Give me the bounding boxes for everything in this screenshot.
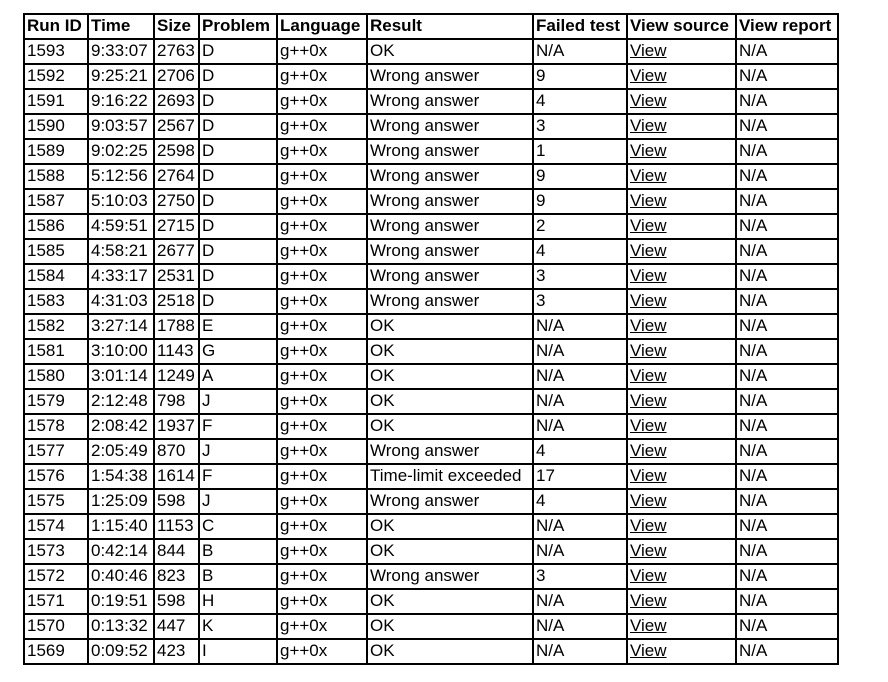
run-id-cell: 1588 (24, 164, 88, 189)
view-source-link[interactable]: View (630, 166, 667, 185)
view-source-cell (627, 364, 736, 389)
size-cell: 1937 (154, 414, 199, 439)
failed-test-cell: N/A (533, 414, 627, 439)
size-cell: 1143 (154, 339, 199, 364)
view-source-link[interactable]: View (630, 366, 667, 385)
result-cell: Wrong answer (367, 439, 533, 464)
size-cell: 1153 (154, 514, 199, 539)
run-id-cell: 1582 (24, 314, 88, 339)
time-cell: 3:01:14 (88, 364, 154, 389)
table-row (24, 389, 838, 414)
failed-test-cell: 9 (533, 64, 627, 89)
view-report-cell: N/A (736, 139, 838, 164)
size-cell: 844 (154, 539, 199, 564)
size-cell: 2567 (154, 114, 199, 139)
view-source-link[interactable]: View (630, 466, 667, 485)
table-row (24, 114, 838, 139)
run-id-cell: 1577 (24, 439, 88, 464)
failed-test-cell: 3 (533, 264, 627, 289)
view-source-cell (627, 514, 736, 539)
time-cell: 2:05:49 (88, 439, 154, 464)
header-failed-test: Failed test (533, 14, 627, 39)
problem-cell: D (199, 289, 277, 314)
result-cell: Wrong answer (367, 189, 533, 214)
size-cell: 2763 (154, 39, 199, 64)
problem-cell: B (199, 539, 277, 564)
view-source-link[interactable]: View (630, 616, 667, 635)
language-cell: g++0x (277, 39, 367, 64)
header-result: Result (367, 14, 533, 39)
view-report-cell: N/A (736, 464, 838, 489)
table-row (24, 189, 838, 214)
failed-test-cell: 17 (533, 464, 627, 489)
view-source-link[interactable]: View (630, 316, 667, 335)
size-cell: 598 (154, 489, 199, 514)
view-source-cell (627, 114, 736, 139)
language-cell: g++0x (277, 589, 367, 614)
size-cell: 2764 (154, 164, 199, 189)
view-source-cell (627, 289, 736, 314)
language-cell: g++0x (277, 89, 367, 114)
time-cell: 2:08:42 (88, 414, 154, 439)
run-id-cell: 1586 (24, 214, 88, 239)
problem-cell: A (199, 364, 277, 389)
result-cell: OK (367, 314, 533, 339)
failed-test-cell: N/A (533, 314, 627, 339)
problem-cell: I (199, 639, 277, 664)
language-cell: g++0x (277, 439, 367, 464)
result-cell: Time-limit exceeded (367, 464, 533, 489)
run-id-cell: 1583 (24, 289, 88, 314)
problem-cell: D (199, 189, 277, 214)
view-source-link[interactable]: View (630, 341, 667, 360)
language-cell: g++0x (277, 464, 367, 489)
table-row (24, 614, 838, 639)
view-source-cell (627, 64, 736, 89)
result-cell: Wrong answer (367, 64, 533, 89)
table-row (24, 289, 838, 314)
header-time: Time (88, 14, 154, 39)
table-row (24, 364, 838, 389)
view-source-cell (627, 189, 736, 214)
run-id-cell: 1578 (24, 414, 88, 439)
language-cell: g++0x (277, 414, 367, 439)
run-id-cell: 1570 (24, 614, 88, 639)
result-cell: Wrong answer (367, 139, 533, 164)
view-report-cell: N/A (736, 364, 838, 389)
view-source-link[interactable]: View (630, 416, 667, 435)
view-source-link[interactable]: View (630, 41, 667, 60)
view-source-cell (627, 89, 736, 114)
view-report-cell: N/A (736, 389, 838, 414)
size-cell: 447 (154, 614, 199, 639)
view-source-link[interactable]: View (630, 641, 667, 660)
time-cell: 0:42:14 (88, 539, 154, 564)
run-id-cell: 1571 (24, 589, 88, 614)
problem-cell: C (199, 514, 277, 539)
view-report-cell: N/A (736, 314, 838, 339)
language-cell: g++0x (277, 239, 367, 264)
language-cell: g++0x (277, 114, 367, 139)
table-row (24, 239, 838, 264)
size-cell: 870 (154, 439, 199, 464)
result-cell: OK (367, 589, 533, 614)
view-report-cell: N/A (736, 39, 838, 64)
language-cell: g++0x (277, 364, 367, 389)
result-cell: OK (367, 414, 533, 439)
failed-test-cell: 1 (533, 139, 627, 164)
language-cell: g++0x (277, 564, 367, 589)
problem-cell: D (199, 114, 277, 139)
language-cell: g++0x (277, 314, 367, 339)
failed-test-cell: N/A (533, 389, 627, 414)
header-size: Size (154, 14, 199, 39)
language-cell: g++0x (277, 139, 367, 164)
header-view-report: View report (736, 14, 838, 39)
view-source-cell (627, 164, 736, 189)
result-cell: OK (367, 389, 533, 414)
view-source-link[interactable]: View (630, 191, 667, 210)
view-source-link[interactable]: View (630, 266, 667, 285)
result-cell: Wrong answer (367, 239, 533, 264)
problem-cell: K (199, 614, 277, 639)
run-id-cell: 1593 (24, 39, 88, 64)
result-cell: Wrong answer (367, 164, 533, 189)
view-report-cell: N/A (736, 514, 838, 539)
view-source-cell (627, 614, 736, 639)
time-cell: 0:19:51 (88, 589, 154, 614)
size-cell: 1614 (154, 464, 199, 489)
view-report-cell: N/A (736, 539, 838, 564)
table-row (24, 639, 838, 664)
result-cell: OK (367, 364, 533, 389)
view-source-link[interactable]: View (630, 116, 667, 135)
size-cell: 2518 (154, 289, 199, 314)
table-row (24, 264, 838, 289)
problem-cell: H (199, 589, 277, 614)
view-source-link[interactable]: View (630, 541, 667, 560)
failed-test-cell: 9 (533, 189, 627, 214)
view-source-link[interactable]: View (630, 291, 667, 310)
result-cell: Wrong answer (367, 89, 533, 114)
view-report-cell: N/A (736, 589, 838, 614)
view-report-cell: N/A (736, 214, 838, 239)
result-cell: Wrong answer (367, 489, 533, 514)
table-row (24, 89, 838, 114)
table-row (24, 514, 838, 539)
table-row (24, 39, 838, 64)
size-cell: 798 (154, 389, 199, 414)
size-cell: 2598 (154, 139, 199, 164)
view-source-link[interactable]: View (630, 491, 667, 510)
failed-test-cell: 3 (533, 289, 627, 314)
run-id-cell: 1584 (24, 264, 88, 289)
table-row (24, 164, 838, 189)
time-cell: 2:12:48 (88, 389, 154, 414)
problem-cell: J (199, 489, 277, 514)
size-cell: 1788 (154, 314, 199, 339)
size-cell: 2715 (154, 214, 199, 239)
view-source-cell (627, 539, 736, 564)
failed-test-cell: 4 (533, 89, 627, 114)
language-cell: g++0x (277, 264, 367, 289)
problem-cell: D (199, 164, 277, 189)
header-problem: Problem (199, 14, 277, 39)
size-cell: 2693 (154, 89, 199, 114)
failed-test-cell: 3 (533, 114, 627, 139)
view-source-cell (627, 314, 736, 339)
table-row (24, 539, 838, 564)
view-source-cell (627, 564, 736, 589)
view-report-cell: N/A (736, 414, 838, 439)
table-row (24, 64, 838, 89)
time-cell: 9:16:22 (88, 89, 154, 114)
header-run-id: Run ID (24, 14, 88, 39)
result-cell: OK (367, 39, 533, 64)
size-cell: 423 (154, 639, 199, 664)
view-source-link[interactable]: View (630, 391, 667, 410)
run-id-cell: 1575 (24, 489, 88, 514)
view-report-cell: N/A (736, 289, 838, 314)
view-source-link[interactable]: View (630, 141, 667, 160)
view-source-cell (627, 139, 736, 164)
run-id-cell: 1592 (24, 64, 88, 89)
view-source-cell (627, 389, 736, 414)
result-cell: OK (367, 639, 533, 664)
result-cell: OK (367, 339, 533, 364)
failed-test-cell: 3 (533, 564, 627, 589)
problem-cell: G (199, 339, 277, 364)
failed-test-cell: N/A (533, 539, 627, 564)
language-cell: g++0x (277, 614, 367, 639)
problem-cell: D (199, 239, 277, 264)
view-source-link[interactable]: View (630, 66, 667, 85)
table-row (24, 589, 838, 614)
table-row (24, 339, 838, 364)
table-row (24, 214, 838, 239)
time-cell: 9:33:07 (88, 39, 154, 64)
time-cell: 3:10:00 (88, 339, 154, 364)
time-cell: 9:25:21 (88, 64, 154, 89)
result-cell: Wrong answer (367, 264, 533, 289)
view-source-cell (627, 439, 736, 464)
failed-test-cell: 4 (533, 439, 627, 464)
view-source-cell (627, 264, 736, 289)
view-source-cell (627, 339, 736, 364)
failed-test-cell: N/A (533, 364, 627, 389)
run-id-cell: 1587 (24, 189, 88, 214)
view-source-link[interactable]: View (630, 216, 667, 235)
run-id-cell: 1589 (24, 139, 88, 164)
language-cell: g++0x (277, 514, 367, 539)
table-row (24, 564, 838, 589)
time-cell: 1:54:38 (88, 464, 154, 489)
view-source-link[interactable]: View (630, 91, 667, 110)
table-row (24, 314, 838, 339)
view-report-cell: N/A (736, 64, 838, 89)
view-source-link[interactable]: View (630, 441, 667, 460)
size-cell: 2750 (154, 189, 199, 214)
problem-cell: F (199, 414, 277, 439)
language-cell: g++0x (277, 389, 367, 414)
problem-cell: D (199, 39, 277, 64)
result-cell: OK (367, 614, 533, 639)
view-source-link[interactable]: View (630, 591, 667, 610)
language-cell: g++0x (277, 214, 367, 239)
failed-test-cell: N/A (533, 589, 627, 614)
language-cell: g++0x (277, 539, 367, 564)
language-cell: g++0x (277, 639, 367, 664)
problem-cell: D (199, 64, 277, 89)
problem-cell: D (199, 89, 277, 114)
problem-cell: D (199, 139, 277, 164)
result-cell: Wrong answer (367, 114, 533, 139)
time-cell: 1:25:09 (88, 489, 154, 514)
time-cell: 1:15:40 (88, 514, 154, 539)
size-cell: 1249 (154, 364, 199, 389)
time-cell: 5:12:56 (88, 164, 154, 189)
time-cell: 4:59:51 (88, 214, 154, 239)
run-id-cell: 1574 (24, 514, 88, 539)
header-view-source: View source (627, 14, 736, 39)
run-id-cell: 1590 (24, 114, 88, 139)
view-source-cell (627, 414, 736, 439)
time-cell: 0:13:32 (88, 614, 154, 639)
time-cell: 9:03:57 (88, 114, 154, 139)
view-report-cell: N/A (736, 614, 838, 639)
problem-cell: J (199, 389, 277, 414)
run-id-cell: 1591 (24, 89, 88, 114)
view-report-cell: N/A (736, 639, 838, 664)
view-source-cell (627, 589, 736, 614)
result-cell: OK (367, 539, 533, 564)
view-source-cell (627, 489, 736, 514)
view-source-cell (627, 464, 736, 489)
problem-cell: B (199, 564, 277, 589)
time-cell: 4:31:03 (88, 289, 154, 314)
view-source-link[interactable]: View (630, 241, 667, 260)
run-id-cell: 1576 (24, 464, 88, 489)
size-cell: 2677 (154, 239, 199, 264)
submissions-body (24, 39, 838, 664)
time-cell: 4:58:21 (88, 239, 154, 264)
view-report-cell: N/A (736, 89, 838, 114)
table-row (24, 414, 838, 439)
run-id-cell: 1580 (24, 364, 88, 389)
failed-test-cell: 4 (533, 239, 627, 264)
view-report-cell: N/A (736, 114, 838, 139)
header-language: Language (277, 14, 367, 39)
table-row (24, 464, 838, 489)
problem-cell: D (199, 214, 277, 239)
result-cell: Wrong answer (367, 214, 533, 239)
result-cell: Wrong answer (367, 564, 533, 589)
view-report-cell: N/A (736, 189, 838, 214)
failed-test-cell: 9 (533, 164, 627, 189)
view-report-cell: N/A (736, 564, 838, 589)
run-id-cell: 1573 (24, 539, 88, 564)
failed-test-cell: 4 (533, 489, 627, 514)
view-report-cell: N/A (736, 264, 838, 289)
view-report-cell: N/A (736, 489, 838, 514)
view-source-link[interactable]: View (630, 516, 667, 535)
submissions-container (23, 13, 839, 665)
language-cell: g++0x (277, 489, 367, 514)
time-cell: 9:02:25 (88, 139, 154, 164)
run-id-cell: 1581 (24, 339, 88, 364)
run-id-cell: 1585 (24, 239, 88, 264)
run-id-cell: 1572 (24, 564, 88, 589)
view-report-cell: N/A (736, 164, 838, 189)
failed-test-cell: N/A (533, 639, 627, 664)
submissions-table (23, 13, 839, 665)
failed-test-cell: 2 (533, 214, 627, 239)
view-source-cell (627, 239, 736, 264)
failed-test-cell: N/A (533, 339, 627, 364)
result-cell: OK (367, 514, 533, 539)
language-cell: g++0x (277, 164, 367, 189)
size-cell: 2706 (154, 64, 199, 89)
time-cell: 0:40:46 (88, 564, 154, 589)
language-cell: g++0x (277, 339, 367, 364)
result-cell: Wrong answer (367, 289, 533, 314)
run-id-cell: 1579 (24, 389, 88, 414)
problem-cell: J (199, 439, 277, 464)
view-source-cell (627, 639, 736, 664)
run-id-cell: 1569 (24, 639, 88, 664)
view-source-cell (627, 214, 736, 239)
time-cell: 3:27:14 (88, 314, 154, 339)
table-row (24, 439, 838, 464)
size-cell: 2531 (154, 264, 199, 289)
time-cell: 4:33:17 (88, 264, 154, 289)
time-cell: 5:10:03 (88, 189, 154, 214)
failed-test-cell: N/A (533, 39, 627, 64)
table-row (24, 139, 838, 164)
view-source-link[interactable]: View (630, 566, 667, 585)
table-row (24, 489, 838, 514)
failed-test-cell: N/A (533, 614, 627, 639)
problem-cell: E (199, 314, 277, 339)
header-row (24, 14, 838, 39)
view-report-cell: N/A (736, 239, 838, 264)
language-cell: g++0x (277, 289, 367, 314)
size-cell: 598 (154, 589, 199, 614)
size-cell: 823 (154, 564, 199, 589)
problem-cell: F (199, 464, 277, 489)
failed-test-cell: N/A (533, 514, 627, 539)
problem-cell: D (199, 264, 277, 289)
language-cell: g++0x (277, 189, 367, 214)
view-report-cell: N/A (736, 439, 838, 464)
time-cell: 0:09:52 (88, 639, 154, 664)
language-cell: g++0x (277, 64, 367, 89)
view-report-cell: N/A (736, 339, 838, 364)
view-source-cell (627, 39, 736, 64)
